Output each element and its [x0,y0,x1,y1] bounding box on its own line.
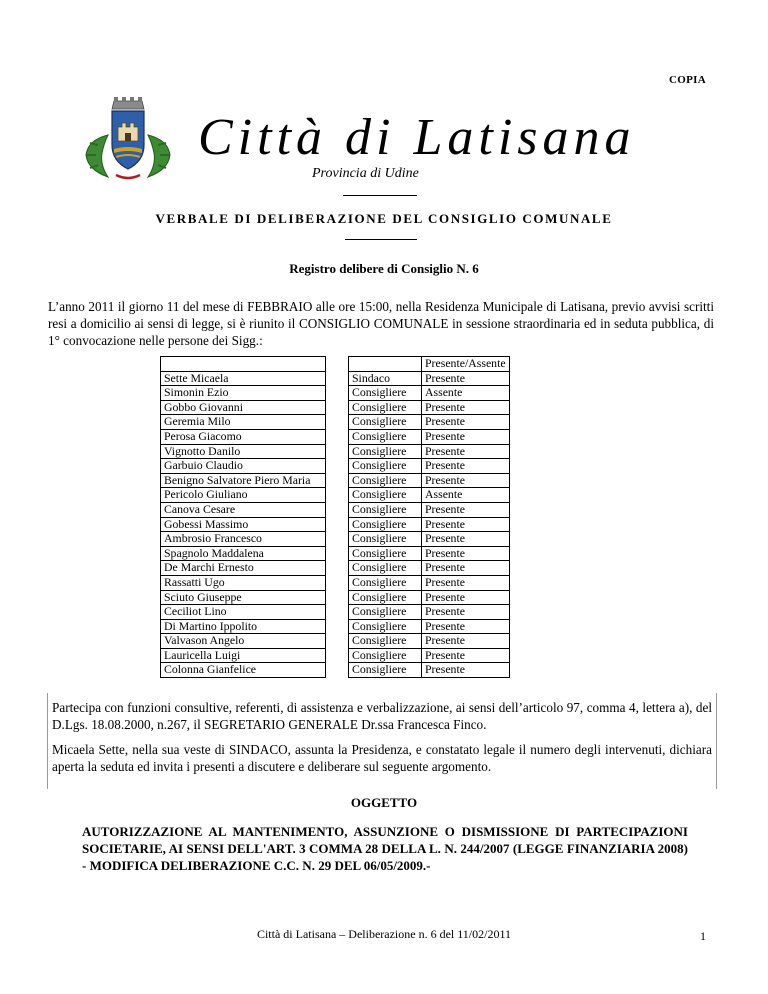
subject-text: AUTORIZZAZIONE AL MANTENIMENTO, ASSUNZIONE O DISMISSIONE DI PARTECIPAZIONI SOCIETARIE, AI SENSI DELL'ART. 3 COMMA 28 DELLA L. N. 244/2007 (LEGGE FINANZIARIA 2008) - MODIFICA DELIBERAZIONE C.C. N. 29 DEL 06/05/2009.- [82,824,688,873]
attendance-row [161,619,510,634]
attendance-row [161,371,510,386]
member-role: Consigliere [349,415,422,430]
member-name: Rassatti Ugo [161,575,326,590]
member-name: Di Martino Ippolito [161,619,326,634]
member-status: Presente [422,400,510,415]
member-status: Assente [422,488,510,503]
member-status: Presente [422,605,510,620]
member-name: Vignotto Danilo [161,444,326,459]
attendance-header-row [161,357,510,372]
member-status: Presente [422,415,510,430]
member-status: Presente [422,619,510,634]
member-name: Sciuto Giuseppe [161,590,326,605]
page-number: 1 [700,929,706,943]
attendance-row [161,415,510,430]
member-role: Consigliere [349,605,422,620]
member-role: Consigliere [349,400,422,415]
member-name: Ceciliot Lino [161,605,326,620]
member-role: Consigliere [349,532,422,547]
member-status: Presente [422,575,510,590]
member-name: Lauricella Luigi [161,648,326,663]
attendance-row [161,473,510,488]
member-name: Pericolo Giuliano [161,488,326,503]
member-name: Benigno Salvatore Piero Maria [161,473,326,488]
member-role: Consigliere [349,473,422,488]
header-divider-top [343,195,417,196]
margin-bar-right [716,693,717,789]
intro-paragraph: L’anno 2011 il giorno 11 del mese di FEBBRAIO alle ore 15:00, nella Residenza Municipale di Latisana, previo avvisi scritti resi a domicilio ai sensi di legge, si è riunito il CONSIGLIO COMUNALE in sessione straordinaria ed in seduta pubblica, di 1° convocazione nelle persone dei Sigg.: [48,299,714,348]
member-role: Consigliere [349,429,422,444]
attendance-row [161,502,510,517]
member-status: Presente [422,590,510,605]
member-name: Perosa Giacomo [161,429,326,444]
attendance-row [161,546,510,561]
member-status: Presente [422,371,510,386]
attendance-row [161,605,510,620]
attendance-row [161,561,510,576]
member-role: Consigliere [349,634,422,649]
member-role: Consigliere [349,590,422,605]
member-role: Consigliere [349,386,422,401]
attendance-header: Presente/Assente [422,357,510,372]
member-status: Presente [422,663,510,678]
register-number: Registro delibere di Consiglio N. 6 [289,261,479,276]
member-role: Consigliere [349,575,422,590]
member-role: Consigliere [349,459,422,474]
member-status: Presente [422,429,510,444]
member-name: Valvason Angelo [161,634,326,649]
member-role: Consigliere [349,648,422,663]
member-name: Gobessi Massimo [161,517,326,532]
province-subtitle: Provincia di Udine [312,166,419,181]
member-name: Geremia Milo [161,415,326,430]
copy-label: COPIA [669,74,706,86]
attendance-row [161,488,510,503]
member-role: Consigliere [349,546,422,561]
coat-of-arms-icon [78,95,178,185]
attendance-row [161,663,510,678]
member-role: Consigliere [349,488,422,503]
member-role: Consigliere [349,561,422,576]
member-name: Garbuio Claudio [161,459,326,474]
member-status: Presente [422,517,510,532]
attendance-row [161,532,510,547]
member-name: Gobbo Giovanni [161,400,326,415]
member-name: Canova Cesare [161,502,326,517]
attendance-row [161,400,510,415]
page-footer: Città di Latisana – Deliberazione n. 6 del 11/02/2011 [256,927,512,941]
subject-label: OGGETTO [350,795,418,810]
member-status: Presente [422,648,510,663]
header-divider-bottom [345,239,417,240]
member-status: Assente [422,386,510,401]
member-status: Presente [422,459,510,474]
attendance-row [161,444,510,459]
member-name: Simonin Ezio [161,386,326,401]
member-status: Presente [422,561,510,576]
attendance-row [161,575,510,590]
secretary-paragraph: Partecipa con funzioni consultive, referenti, di assistenza e verbalizzazione, ai sensi dell’articolo 97, comma 4, lettera a), del D.Lgs. 18.08.2000, n.267, il SEGRETARIO GENERALE Dr.ssa Francesca Finco. [52,700,712,732]
attendance-row [161,429,510,444]
attendance-row [161,634,510,649]
attendance-row [161,459,510,474]
attendance-table [160,356,510,678]
member-status: Presente [422,502,510,517]
member-role: Consigliere [349,444,422,459]
member-name: Ambrosio Francesco [161,532,326,547]
attendance-row [161,590,510,605]
member-role: Sindaco [349,371,422,386]
member-status: Presente [422,473,510,488]
member-role: Consigliere [349,517,422,532]
attendance-row [161,386,510,401]
member-status: Presente [422,546,510,561]
member-role: Consigliere [349,502,422,517]
member-name: Spagnolo Maddalena [161,546,326,561]
attendance-row [161,517,510,532]
member-status: Presente [422,532,510,547]
member-name: Sette Micaela [161,371,326,386]
attendance-row [161,648,510,663]
record-heading: VERBALE DI DELIBERAZIONE DEL CONSIGLIO COMUNALE [155,211,613,226]
member-name: De Marchi Ernesto [161,561,326,576]
member-role: Consigliere [349,619,422,634]
member-status: Presente [422,634,510,649]
member-status: Presente [422,444,510,459]
session-paragraph: Micaela Sette, nella sua veste di SINDACO, assunta la Presidenza, e constatato legale il numero degli intervenuti, dichiara aperta la seduta ed invita i presenti a discutere e deliberare sul seguente argomento. [52,742,712,774]
member-role: Consigliere [349,663,422,678]
document-title: Città di Latisana [198,109,636,166]
member-name: Colonna Gianfelice [161,663,326,678]
margin-bar-left [47,693,48,789]
